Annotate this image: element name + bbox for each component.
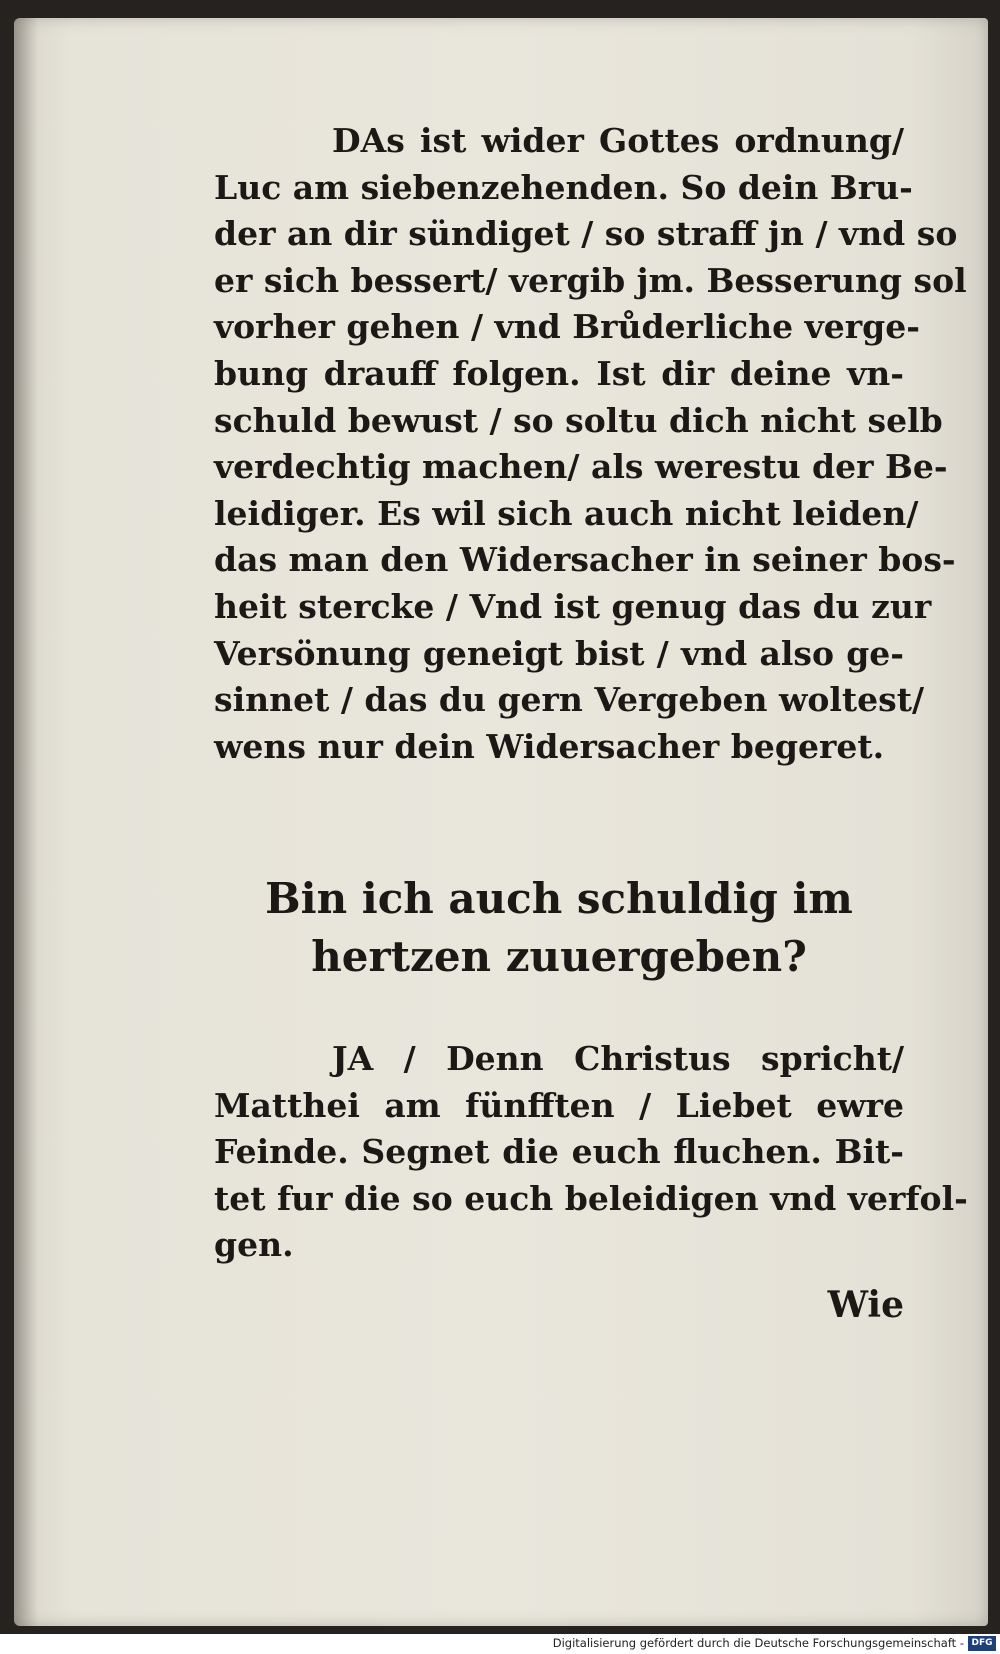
paragraph-1 bbox=[214, 118, 967, 770]
footer-credit: Digitalisierung gefördert durch die Deutsche Forschungsgemeinschaft - bbox=[552, 1636, 964, 1650]
text-line: verdechtig machen/ als werestu der Be- bbox=[214, 447, 948, 487]
text-line: Matthei am fünfften / Liebet ewre bbox=[214, 1085, 904, 1125]
text-line: tet fur die so euch beleidigen vnd verfol- bbox=[214, 1178, 968, 1218]
spine-shadow bbox=[14, 18, 38, 1626]
text-line: JA / Denn Christus spricht/ bbox=[332, 1039, 904, 1078]
heading-line: hertzen zuuergeben? bbox=[311, 932, 807, 981]
text-line: DAs ist wider Gottes ordnung/ bbox=[332, 121, 904, 160]
text-line: Feinde. Segnet die euch fluchen. Bit- bbox=[214, 1132, 904, 1172]
text-line: heit stercke / Vnd ist genug das du zur bbox=[214, 586, 932, 626]
dfg-logo-badge: DFG bbox=[968, 1636, 996, 1651]
text-line: vorher gehen / vnd Brůderliche verge- bbox=[214, 307, 920, 347]
section-heading bbox=[214, 870, 904, 986]
text-line: leidiger. Es wil sich auch nicht leiden/ bbox=[214, 493, 919, 533]
text-line: er sich bessert/ vergib jm. Besserung sol bbox=[214, 260, 967, 300]
text-line: das man den Widersacher in seiner bos- bbox=[214, 540, 956, 580]
catchword: Wie bbox=[827, 1284, 904, 1326]
text-line: Luc am siebenzehenden. So dein Bru- bbox=[214, 167, 913, 207]
digitization-footer bbox=[0, 1634, 1000, 1654]
paragraph-2 bbox=[214, 1036, 968, 1269]
text-line: gen. bbox=[214, 1225, 294, 1265]
text-line: der an dir sündiget / so straff jn / vnd so bbox=[214, 214, 958, 254]
text-line: bung drauff folgen. Ist dir deine vn- bbox=[214, 353, 904, 393]
text-line: Versönung geneigt bist / vnd also ge- bbox=[214, 633, 904, 673]
text-line: schuld bewust / so soltu dich nicht selb bbox=[214, 400, 943, 440]
text-line: sinnet / das du gern Vergeben woltest/ bbox=[214, 680, 925, 720]
heading-line: Bin ich auch schuldig im bbox=[265, 874, 853, 923]
text-line: wens nur dein Widersacher begeret. bbox=[214, 726, 885, 766]
